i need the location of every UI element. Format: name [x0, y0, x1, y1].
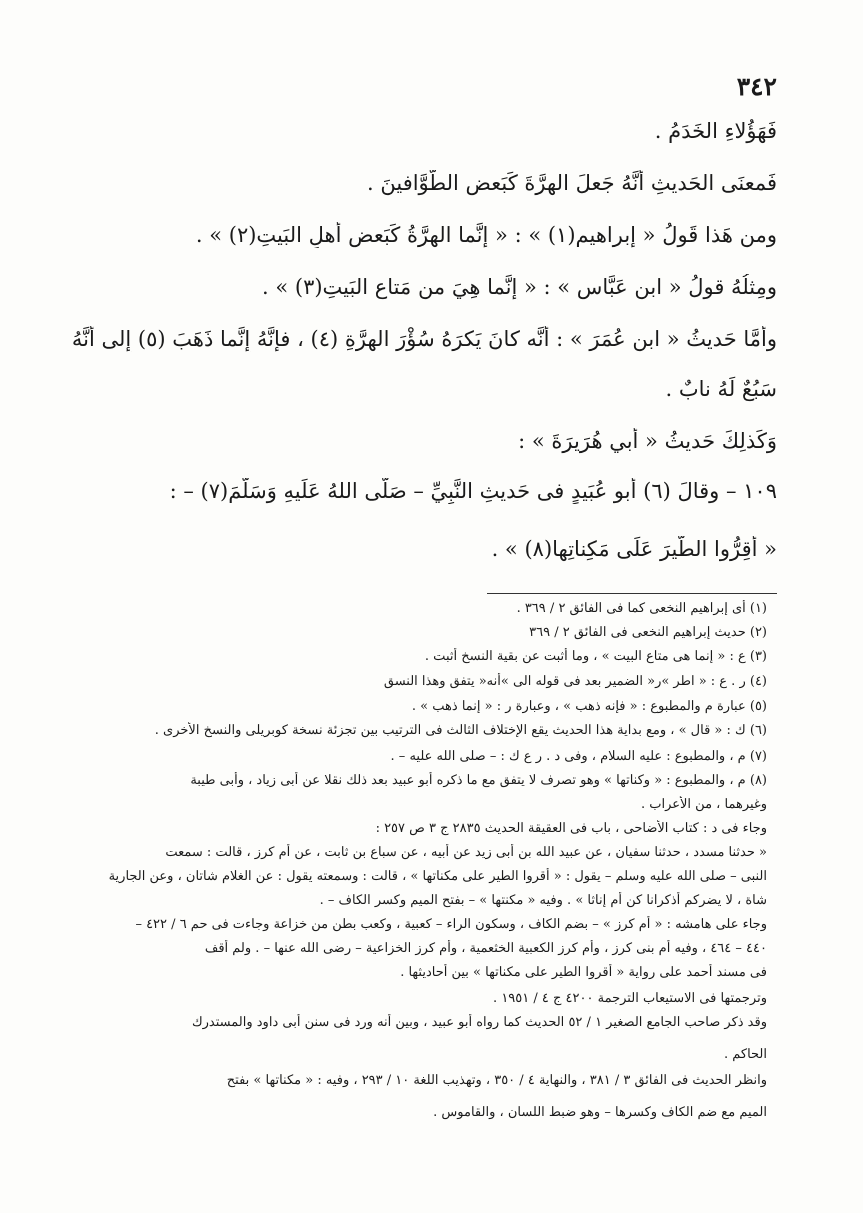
footnote-line: وجاء فى د : كتاب الأضاحى ، باب فى العقيقة الحديث ٢٨٣٥ ج ٣ ص ٢٥٧ :: [375, 821, 767, 836]
footnote-line: وجاء على هامشه : « أم كرز » – بضم الكاف ، وسكون الراء – كعبية ، وكعب بطن من خزاعة وجاءت فى حم ٦ / ٤٢٢ –: [135, 917, 767, 932]
footnote-line: فى مسند أحمد على رواية « أقروا الطير على مكناتها » بين أحاديثها .: [400, 965, 767, 980]
main-line: ومن هَذا قَولُ « إبراهيم(١) » : « إِنَّما الهِرَّةُ كَبَعضِ أَهلِ البَيتِ(٢) » .: [195, 223, 777, 247]
footnote-line: (٨) م ، والمطبوع : « وكناتها » وهو تصرف لا يتفق مع ما ذكره أبو عبيد بعد ذلك نقلا عن أبى زياد ، وأبى طيبة: [190, 773, 767, 788]
main-line: « أَقِرُّوا الطَّيرَ عَلَى مَكِناتِها(٨) » .: [491, 537, 777, 561]
main-line: فَهَؤُلاءِ الخَدَمُ .: [654, 119, 777, 143]
footnote-line: (٣) ع : « إنما هى متاع البيت » ، وما أثبت عن بقية النسخ أثبت .: [424, 649, 767, 664]
footnote-line: (٦) ك : « قال » ، ومع بداية هذا الحديث يقع الإختلاف الثالث فى الترتيب بين تجزئة نسخة كوبريلى والنسخ الأخرى .: [154, 723, 767, 738]
main-line: ومِثلُهُ قولُ « ابن عَبَّاسٍ » : « إِنَّما هِيَ من مَتاعِ البَيتِ(٣) » .: [262, 275, 777, 299]
main-line: وَكَذلِكَ حَديثُ « أَبي هُرَيرَةَ » :: [518, 429, 777, 453]
footnote-line: (٧) م ، والمطبوع : عليه السلام ، وفى د . ر ع ك : – صلى الله عليه – .: [390, 749, 767, 764]
footnote-line: ٤٤٠ – ٤٦٤ ، وفيه أم بنى كرز ، وأم كرز الكعبية الخثعمية ، وأم كرز الخزاعية – رضى الله عنها – . ولم أقف: [204, 941, 767, 956]
main-line: سَبُعٌ لَهُ نابٌ .: [665, 377, 777, 401]
main-line: ١٠٩ – وقالَ (٦) أبو عُبَيدٍ فى حَديثِ النَّبِيِّ – صَلَّى اللهُ عَلَيهِ وَسَلَّمَ(٧) – :: [169, 479, 777, 503]
footnote-line: النبى – صلى الله عليه وسلم – يقول : « أقروا الطير على مكناتها » ، قالت : وسمعته يقول : عن الغلام شاتان ، وعن الجارية: [108, 869, 767, 884]
footnote-line: (٢) حديث إبراهيم النخعى فى الفائق ٢ / ٣٦٩: [529, 625, 767, 640]
footnote-line: وانظر الحديث فى الفائق ٣ / ٣٨١ ، والنهاية ٤ / ٣٥٠ ، وتهذيب اللغة ١٠ / ٢٩٣ ، وفيه : « مكناتها » بفتح: [226, 1073, 767, 1088]
footnote-line: شاة ، لا يضركم أذكرانا كن أم إناثا » . وفيه « مكنتها » – بفتح الميم وكسر الكاف – .: [319, 893, 767, 908]
page-number: ٣٤٢: [736, 72, 777, 101]
footnote-divider: [487, 593, 777, 594]
footnote-line: « حدثنا مسدد ، حدثنا سفيان ، عن عبيد الله بن أبى زيد عن أبيه ، عن سباع بن ثابت ، عن أم كرز ، قالت : سمعت: [165, 845, 767, 860]
main-line: فَمعنَى الحَديثِ أَنَّهُ جَعلَ الهِرَّةَ كَبَعضِ الطَّوَّافينَ .: [367, 171, 777, 195]
footnote-line: وترجمتها فى الاستيعاب الترجمة ٤٢٠٠ ج ٤ / ١٩٥١ .: [493, 991, 767, 1006]
footnote-line: (٤) ر . ع : « اطر »ر« الضمير بعد فى قوله الى »أنه« يتفق وهذا النسق: [383, 674, 767, 689]
footnote-line: الميم مع ضم الكاف وكسرها – وهو ضبط اللسان ، والقاموس .: [433, 1105, 767, 1120]
footnote-line: (٥) عبارة م والمطبوع : « فإنه ذهب » ، وعبارة ر : « إنما ذهب » .: [411, 699, 767, 714]
footnote-line: الحاكم .: [723, 1047, 767, 1062]
footnote-line: وقد ذكر صاحب الجامع الصغير ١ / ٥٢ الحديث كما رواه أبو عبيد ، وبين أنه ورد فى سنن أبى داود والمستدرك: [191, 1015, 767, 1030]
footnote-line: (١) أى إبراهيم النخعى كما فى الفائق ٢ / ٣٦٩ .: [516, 601, 767, 616]
footnote-line: وغيرهما ، من الأعراب .: [640, 797, 767, 812]
main-line: وأَمَّا حَديثُ « ابن عُمَرَ » : أَنَّه كانَ يَكرَهُ سُؤْرَ الهِرَّةِ (٤) ، فإِنَّهُ إِنَّما ذَهَبَ (٥) إِلى أَنَّهُ: [71, 327, 777, 351]
